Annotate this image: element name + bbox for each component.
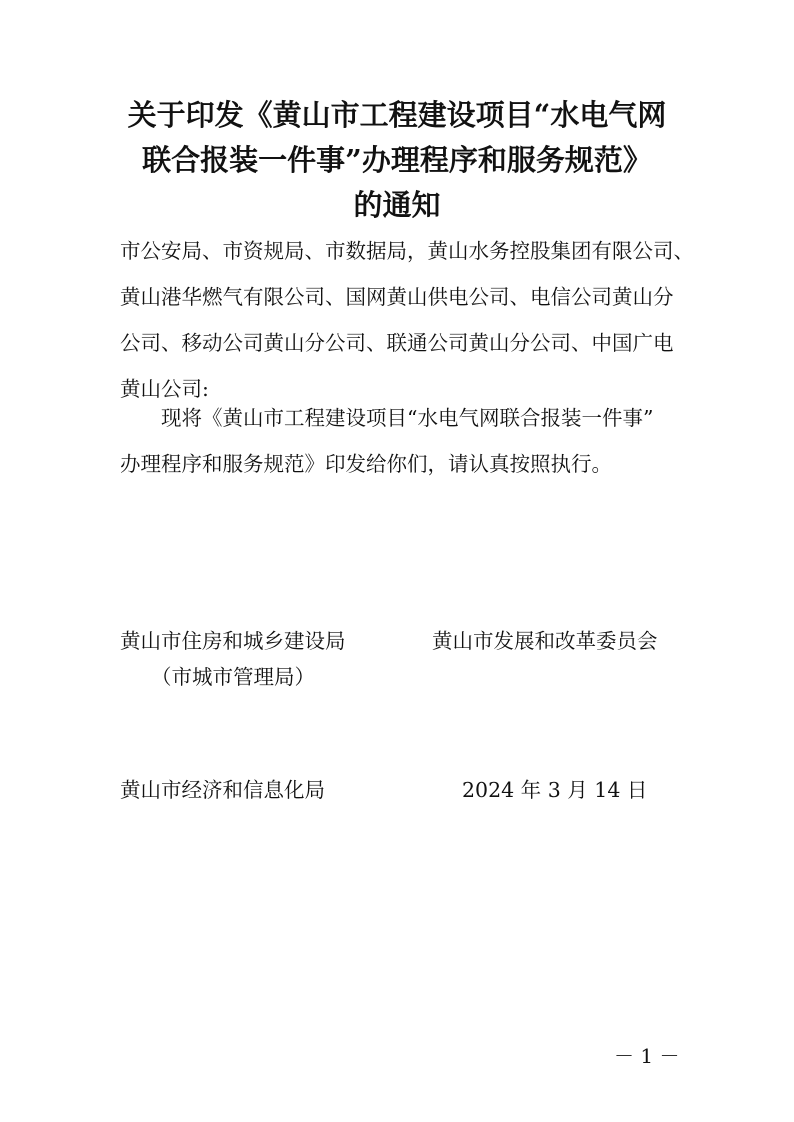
- addressee-line: 市公安局、市资规局、市数据局，黄山水务控股集团有限公司、: [120, 239, 694, 263]
- signatory-housing-bureau-sub: （市城市管理局）: [151, 665, 315, 689]
- addressee-line: 公司、移动公司黄山分公司、联通公司黄山分公司、中国广电: [120, 331, 674, 355]
- body-line: 现将《黄山市工程建设项目“水电气网联合报装一件事”: [161, 406, 654, 430]
- addressee-block: [120, 228, 694, 412]
- addressee-line: 黄山公司:: [120, 377, 209, 401]
- title-line-2: 联合报装一件事”办理程序和服务规范》: [142, 143, 652, 177]
- body-line: 办理程序和服务规范》印发给你们，请认真按照执行。: [120, 452, 612, 476]
- title-line-1: 关于印发《黄山市工程建设项目“水电气网: [127, 98, 667, 132]
- document-title: [110, 93, 684, 228]
- signatory-development-commission: 黄山市发展和改革委员会: [432, 629, 658, 653]
- body-paragraph: [120, 395, 676, 487]
- signatory-economy-bureau: 黄山市经济和信息化局: [120, 778, 325, 802]
- signatory-housing-bureau: 黄山市住房和城乡建设局: [120, 629, 346, 653]
- title-line-3: 的通知: [353, 188, 441, 222]
- addressee-line: 黄山港华燃气有限公司、国网黄山供电公司、电信公司黄山分: [120, 285, 674, 309]
- page-number: － 1 －: [614, 1044, 680, 1068]
- issue-date: 2024 年 3 月 14 日: [462, 778, 648, 802]
